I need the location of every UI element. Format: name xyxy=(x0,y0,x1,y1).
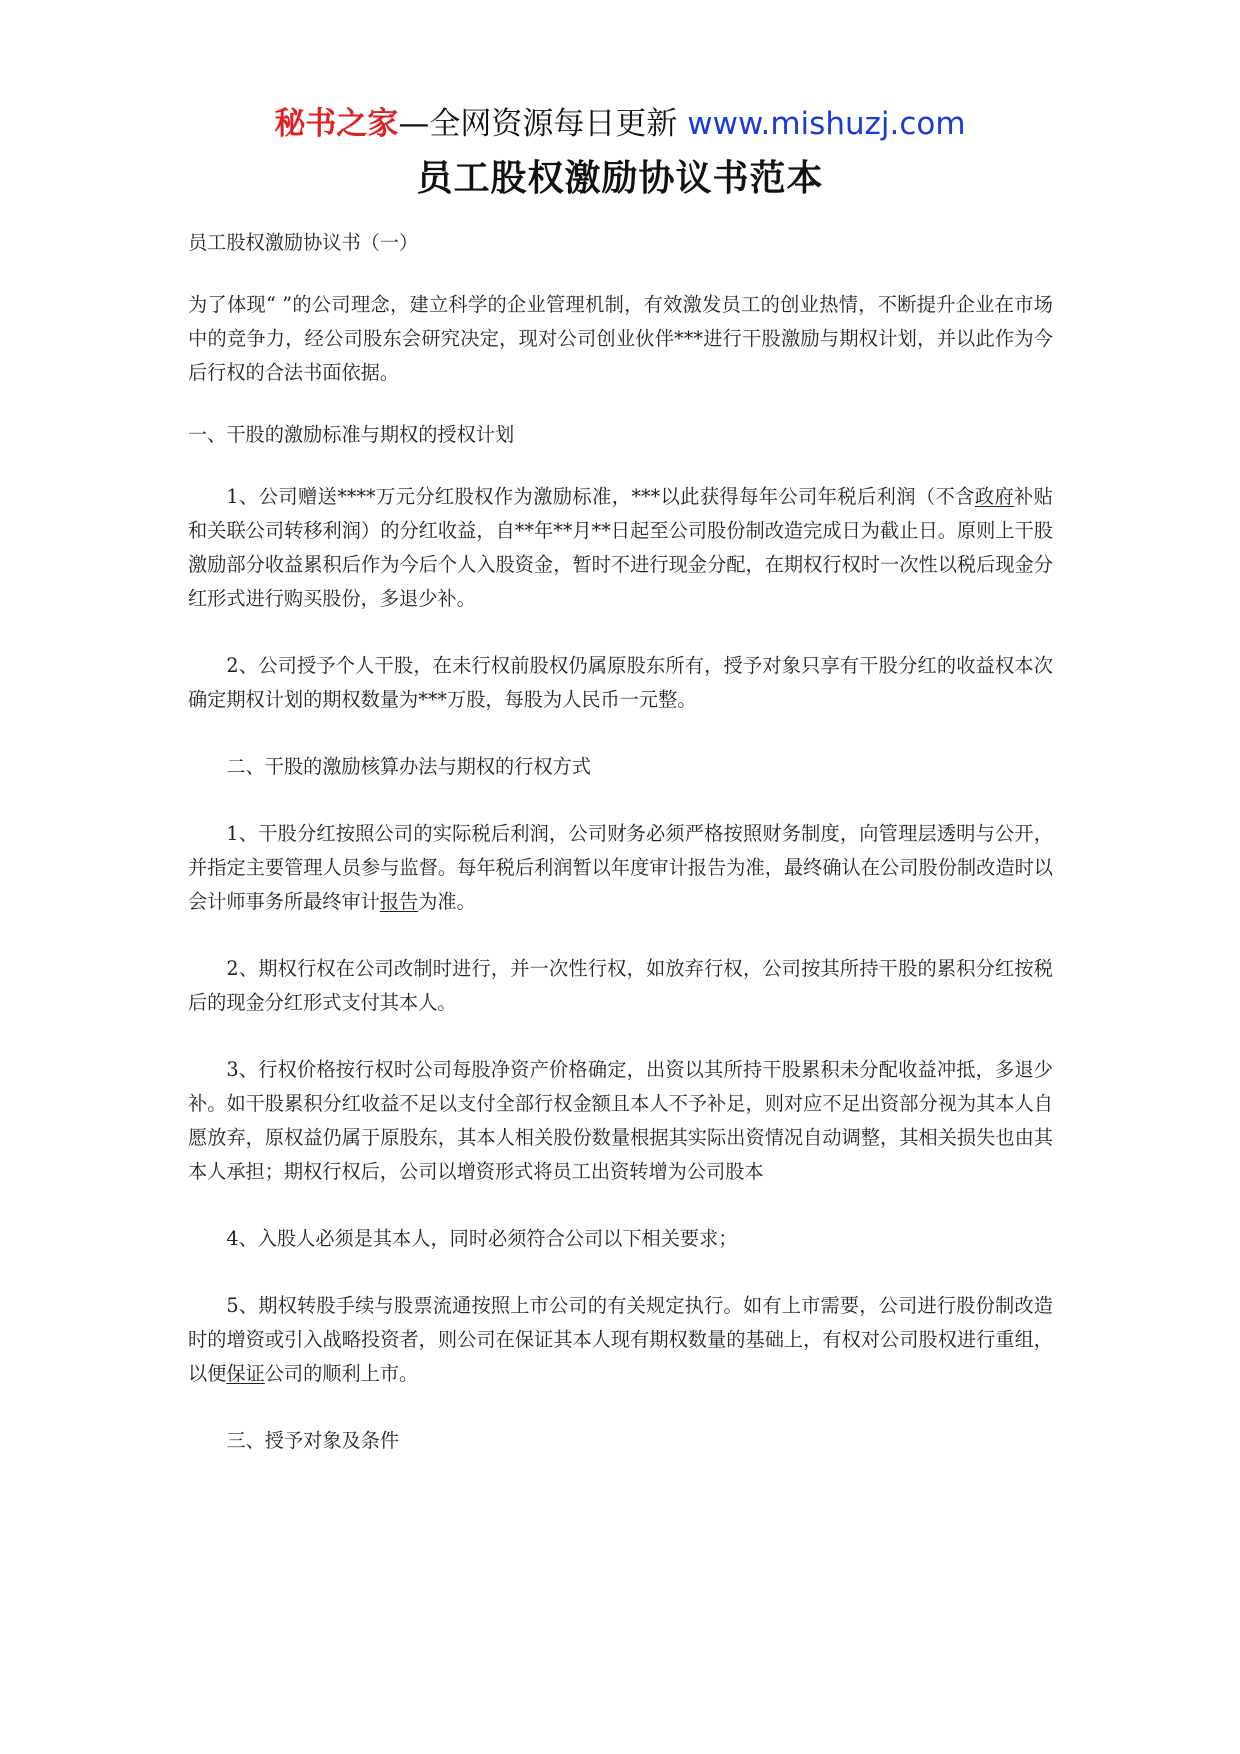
link-zhengfu[interactable]: 政府 xyxy=(974,485,1015,508)
document-title: 员工股权激励协议书范本 xyxy=(416,157,824,199)
s1-p1-text-a: 1、公司赠送****万元分红股权作为激励标准，***以此获得每年公司年税后利润（不含 xyxy=(226,485,975,508)
site-banner xyxy=(0,102,1240,146)
link-baozheng[interactable]: 保证 xyxy=(226,1362,265,1385)
s1-p1-text-b: 补贴和关联公司转移利润）的分红收益，自**年**月**日起至公司股份制改造完成日为截止日。原则上干股激励部分收益累积后作为今后个人入股资金，暂时不进行现金分配，在期权行权时一次性以税后现金分红形式进行购买股份，多退少补。 xyxy=(188,485,1053,610)
s2-p5-text-b: 公司的顺利上市。 xyxy=(264,1362,419,1385)
section-2-paragraph-2: 2、期权行权在公司改制时进行，并一次性行权，如放弃行权，公司按其所持干股的累积分红按税后的现金分红形式支付其本人。 xyxy=(188,957,1053,1014)
section-1-paragraph-1 xyxy=(188,480,1053,616)
link-baogao[interactable]: 报告 xyxy=(379,890,419,913)
section-2-paragraph-1 xyxy=(188,817,1053,919)
section-2-paragraph-5 xyxy=(188,1289,1053,1391)
section-2-heading: 二、干股的激励核算办法与期权的行权方式 xyxy=(226,755,591,778)
site-url-link[interactable]: www.mishuzj.com xyxy=(687,106,966,142)
document-body xyxy=(188,226,1053,1458)
s2-p1-text-a: 1、干股分红按照公司的实际税后利润，公司财务必须严格按照财务制度，向管理层透明与公开，并指定主要管理人员参与监督。每年税后利润暂以年度审计报告为准，最终确认在公司股份制改造时以会计师事务所最终审计 xyxy=(188,822,1053,913)
s2-p5-text-a: 5、期权转股手续与股票流通按照上市公司的有关规定执行。如有上市需要，公司进行股份制改造时的增资或引入战略投资者，则公司在保证其本人现有期权数量的基础上，有权对公司股权进行重组，以便 xyxy=(188,1294,1053,1385)
section-3-heading: 三、授予对象及条件 xyxy=(226,1429,400,1452)
brand-name: 秘书之家 xyxy=(274,106,399,142)
section-1-paragraph-2: 2、公司授予个人干股，在未行权前股权仍属原股东所有，授予对象只享有干股分红的收益权本次确定期权计划的期权数量为***万股，每股为人民币一元整。 xyxy=(188,654,1053,711)
banner-tagline: —全网资源每日更新 xyxy=(398,106,678,142)
section-1-heading: 一、干股的激励标准与期权的授权计划 xyxy=(188,423,515,446)
document-subtitle: 员工股权激励协议书（一） xyxy=(188,231,419,254)
intro-paragraph: 为了体现“ ”的公司理念，建立科学的企业管理机制，有效激发员工的创业热情，不断提升企业在市场中的竞争力，经公司股东会研究决定，现对公司创业伙伴***进行干股激励与期权计划，并以此作为今后行权的合法书面依据。 xyxy=(188,293,1053,384)
section-2-paragraph-3: 3、行权价格按行权时公司每股净资产价格确定，出资以其所持干股累积未分配收益冲抵，多退少补。如干股累积分红收益不足以支付全部行权金额且本人不予补足，则对应不足出资部分视为其本人自愿放弃，原权益仍属于原股东，其本人相关股份数量根据其实际出资情况自动调整，其相关损失也由其本人承担；期权行权后，公司以增资形式将员工出资转增为公司股本 xyxy=(188,1058,1053,1183)
section-2-paragraph-4: 4、入股人必须是其本人，同时必须符合公司以下相关要求； xyxy=(226,1227,738,1250)
s2-p1-text-b: 为准。 xyxy=(418,890,476,913)
